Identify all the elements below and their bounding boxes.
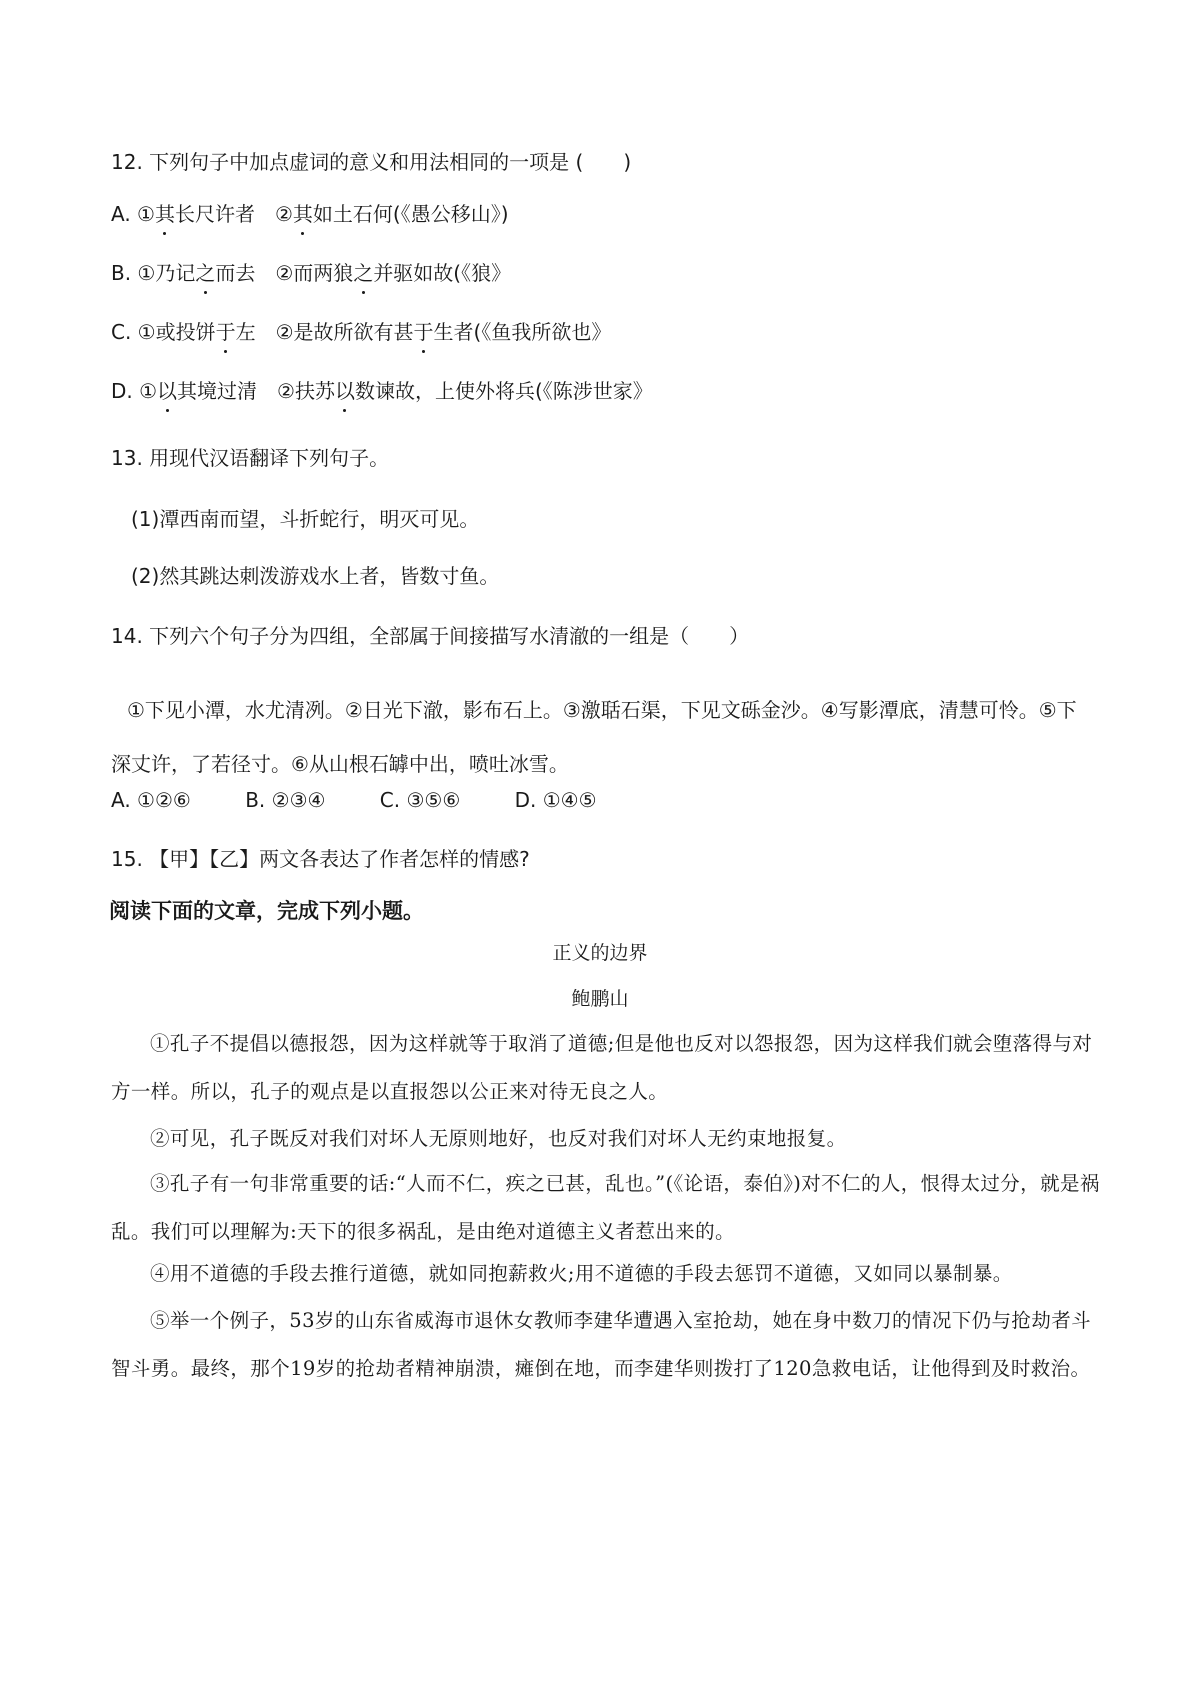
q12-option-c: C. ①或投饼于左 ②是故所欲有甚于生者(《鱼我所欲也》	[111, 320, 612, 344]
emphasis-char: 其	[292, 202, 313, 226]
q12-option-d: D. ①以其境过清 ②扶苏以数谏故，上使外将兵(《陈涉世家》	[111, 379, 653, 403]
q12-option-b: B. ①乃记之而去 ②而两狼之并驱如故(《狼》	[111, 261, 512, 285]
article-paragraph-2: ②可见，孔子既反对我们对坏人无原则地好，也反对我们对坏人无约束地报复。	[150, 1127, 847, 1150]
article-title: 正义的边界	[552, 942, 648, 964]
emphasis-char: 于	[215, 320, 236, 344]
article-paragraph-3: ③孔子有一句非常重要的话:“人而不仁，疾之已甚，乱也。”(《论语，泰伯》)对不仁的人，恨得太过分，就是祸乱。我们可以理解为:天下的很多祸乱，是由绝对道德主义者惹出来的。	[111, 1172, 1100, 1243]
article-paragraph-5: ⑤举一个例子，53岁的山东省威海市退休女教师李建华遭遇入室抢劫，她在身中数刀的情况下仍与抢劫者斗智斗勇。最终，那个19岁的抢劫者精神崩溃，瘫倒在地，而李建华则拨打了120急救电话，让他得到及时救治。	[111, 1309, 1092, 1380]
section-heading: 阅读下面的文章，完成下列小题。	[109, 899, 424, 923]
article-paragraph-4: ④用不道德的手段去推行道德，就如同抱薪救火;用不道德的手段去惩罚不道德，又如同以暴制暴。	[150, 1262, 1013, 1285]
article-author: 鲍鹏山	[571, 988, 629, 1010]
emphasis-char: 之	[353, 261, 374, 285]
q13-sentence-1: (1)潭西南而望，斗折蛇行，明灭可见。	[131, 507, 480, 531]
q14-option-c: C. ③⑤⑥	[379, 788, 461, 812]
emphasis-char: 之	[195, 261, 216, 285]
q14-option-a: A. ①②⑥	[111, 788, 191, 812]
q14-stem: 14. 下列六个句子分为四组，全部属于间接描写水清澈的一组是（ ）	[111, 624, 750, 648]
q13-sentence-2: (2)然其跳达刺泼游戏水上者，皆数寸鱼。	[131, 564, 500, 588]
emphasis-char: 以	[157, 379, 178, 403]
q14-option-b: B. ②③④	[245, 788, 326, 812]
article-paragraph-1: ①孔子不提倡以德报怨，因为这样就等于取消了道德;但是他也反对以怨报怨，因为这样我们就会堕落得与对方一样。所以，孔子的观点是以直报怨以公正来对待无良之人。	[111, 1032, 1093, 1103]
q14-option-d: D. ①④⑤	[514, 788, 597, 812]
emphasis-char: 以	[334, 379, 355, 403]
q14-options	[111, 786, 645, 814]
q13-stem: 13. 用现代汉语翻译下列句子。	[111, 446, 390, 470]
q12-stem: 12. 下列句子中加点虚词的意义和用法相同的一项是 ( )	[111, 150, 632, 174]
emphasis-char: 其	[154, 202, 175, 226]
q14-body: ①下见小潭，水尤清冽。②日光下澈，影布石上。③激聒石渠，下见文砾金沙。④写影潭底，清慧可怜。⑤下深丈许，了若径寸。⑥从山根石罅中出，喷吐冰雪。	[111, 698, 1077, 776]
emphasis-char: 于	[413, 320, 434, 344]
q12-option-a: A. ①其长尺许者 ②其如土石何(《愚公移山》)	[111, 202, 509, 226]
q15-stem: 15. 【甲】【乙】两文各表达了作者怎样的情感?	[111, 847, 530, 871]
